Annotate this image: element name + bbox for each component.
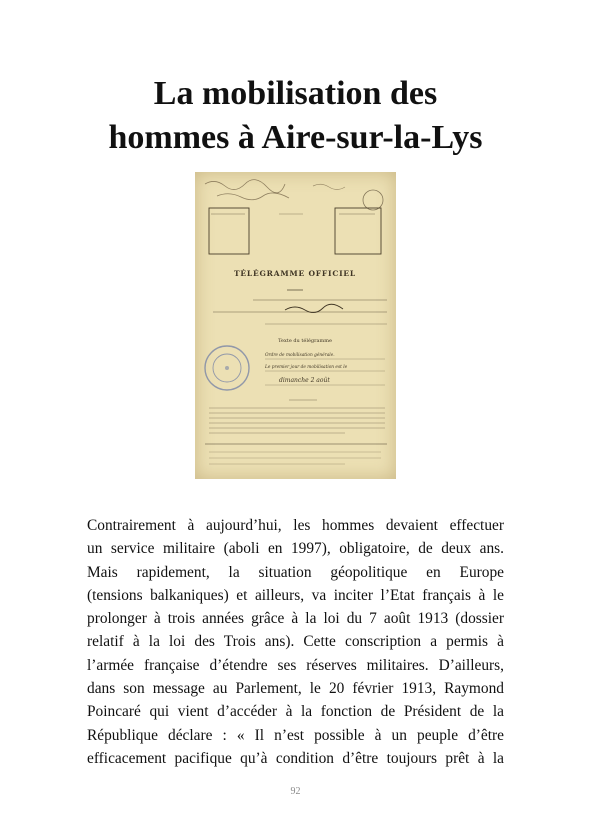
paragraph-line: relatif à la loi des Trois ans). Cette conscription a permis à (87, 633, 504, 651)
page-title (0, 72, 591, 160)
telegram-message-line-1: Ordre de mobilisation générale. (265, 353, 335, 358)
paragraph-line: Mais rapidement, la situation géopolitique en Europe (87, 563, 504, 581)
telegram-header: TÉLÉGRAMME OFFICIEL (233, 269, 357, 278)
paragraph-line: un service militaire (aboli en 1997), obligatoire, de deux ans. (87, 540, 504, 558)
official-telegram-image (195, 172, 396, 479)
paragraph-line: Contrairement à aujourd’hui, les hommes devaient effectuer (87, 517, 504, 534)
official-stamp (205, 346, 249, 390)
telegram-message-line-2: Le premier jour de mobilisation est le (265, 365, 348, 370)
page-title-line-1: La mobilisation des (153, 75, 438, 112)
telegram-subheader: Texte du télégramme (278, 338, 332, 344)
paragraph-line: l’armée française d’étendre ses réserves militaires. D’ailleurs, (87, 656, 504, 674)
page-number: 92 (290, 786, 301, 797)
paragraph-line: efficacement pacifique qu’à condition d’être toujours prêt à la (87, 749, 504, 767)
paragraph-line: prolonger à trois années grâce à la loi du 7 août 1913 (dossier (87, 610, 504, 628)
paragraph-line: dans son message au Parlement, le 20 février 1913, Raymond (87, 680, 504, 698)
page-title-line-2: hommes à Aire-sur-la-Lys (108, 119, 483, 156)
paragraph-line: République déclare : « Il n’est possible à un peuple d’être (87, 726, 504, 744)
paragraph-line: Poincaré qui vient d’accéder à la fonction de Président de la (87, 703, 504, 721)
telegram-message-line-3: dimanche 2 août (279, 377, 330, 384)
body-paragraph (87, 514, 504, 770)
paragraph-line: (tensions balkaniques) et ailleurs, va inciter l’Etat français à le (87, 586, 504, 604)
